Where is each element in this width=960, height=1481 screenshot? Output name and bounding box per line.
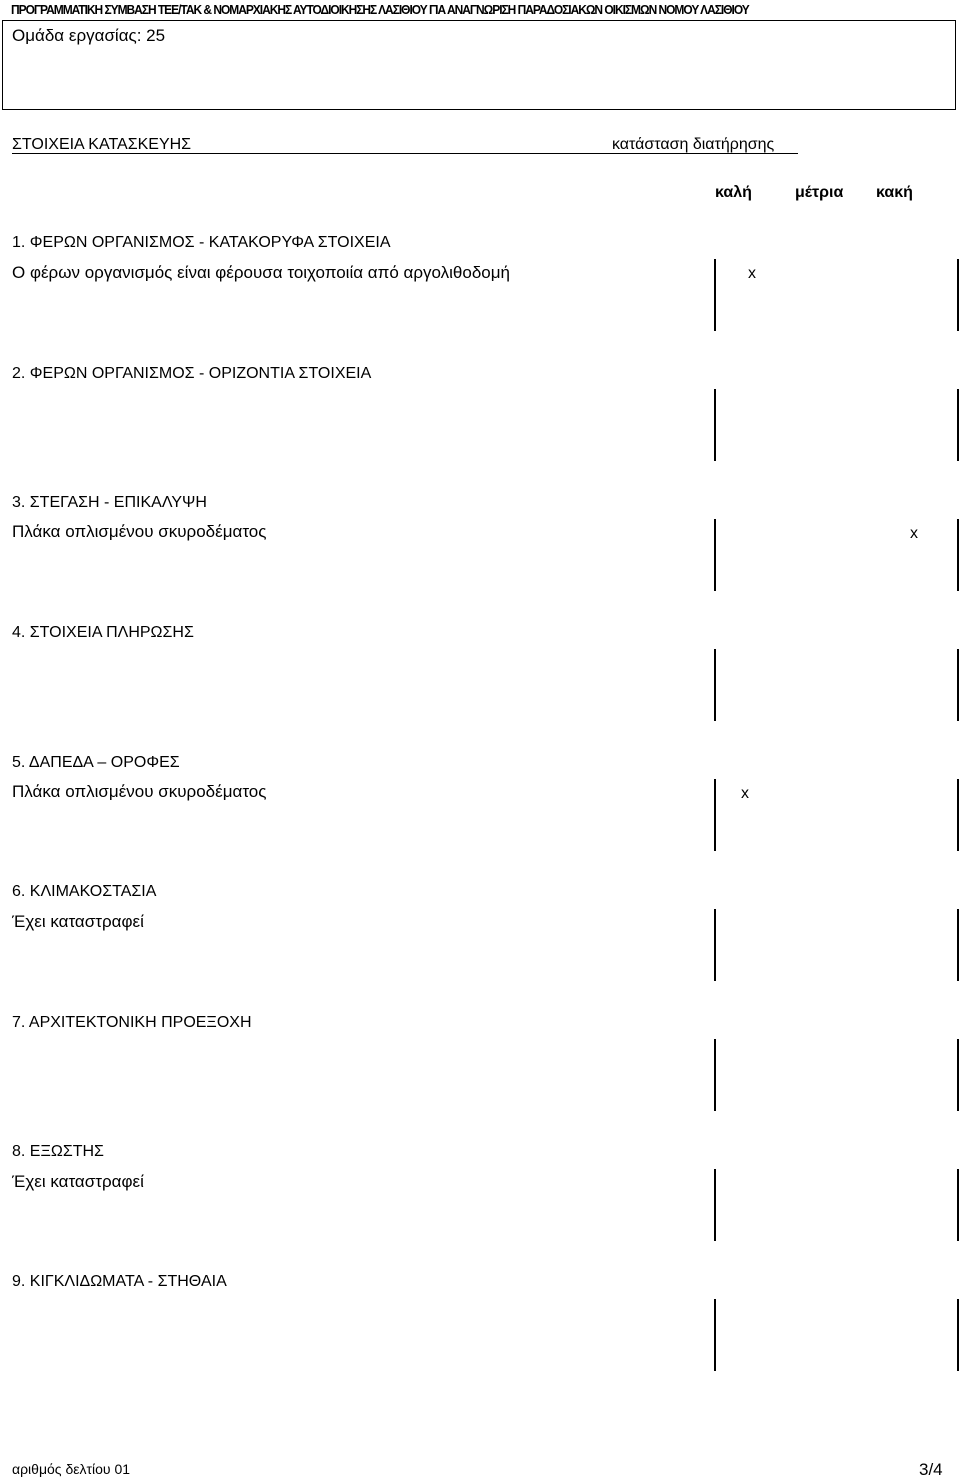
item-title: 6. ΚΛΙΜΑΚΟΣΤΑΣΙΑ bbox=[12, 883, 157, 900]
column-divider bbox=[957, 1299, 959, 1371]
column-divider bbox=[957, 389, 959, 461]
column-medium: μέτρια bbox=[795, 184, 844, 201]
item-description: Πλάκα οπλισμένου σκυροδέματος bbox=[12, 782, 267, 801]
item-description: Έχει καταστραφεί bbox=[12, 1172, 144, 1191]
column-bad: κακή bbox=[876, 184, 913, 201]
column-divider bbox=[714, 649, 716, 721]
column-divider bbox=[957, 649, 959, 721]
column-divider bbox=[714, 519, 716, 591]
column-divider bbox=[957, 779, 959, 851]
column-divider bbox=[714, 259, 716, 331]
column-divider bbox=[714, 1169, 716, 1241]
column-divider bbox=[957, 259, 959, 331]
item-mark: x bbox=[748, 265, 756, 282]
section-title: ΣΤΟΙΧΕΙΑ ΚΑΤΑΣΚΕΥΗΣ bbox=[12, 136, 192, 153]
work-group-label: Ομάδα εργασίας: 25 bbox=[12, 26, 166, 45]
item-title: 8. ΕΞΩΣΤΗΣ bbox=[12, 1143, 104, 1160]
item-description: Έχει καταστραφεί bbox=[12, 912, 144, 931]
column-divider bbox=[714, 389, 716, 461]
column-good: καλή bbox=[715, 184, 752, 201]
column-divider bbox=[957, 1169, 959, 1241]
state-title: κατάσταση διατήρησης bbox=[612, 136, 775, 153]
page-number: 3/4 bbox=[919, 1460, 943, 1479]
item-description: Ο φέρων οργανισμός είναι φέρουσα τοιχοποιία από αργολιθοδομή bbox=[12, 263, 511, 282]
column-divider bbox=[957, 1039, 959, 1111]
item-title: 1. ΦΕΡΩΝ ΟΡΓΑΝΙΣΜΟΣ - ΚΑΤΑΚΟΡΥΦΑ ΣΤΟΙΧΕΙΑ bbox=[12, 234, 391, 251]
column-divider bbox=[714, 779, 716, 851]
item-title: 5. ΔΑΠΕΔΑ – ΟΡΟΦΕΣ bbox=[12, 754, 180, 771]
item-mark: x bbox=[910, 525, 918, 542]
item-title: 7. ΑΡΧΙΤΕΚΤΟΝΙΚΗ ΠΡΟΕΞΟΧΗ bbox=[12, 1014, 252, 1031]
item-title: 9. ΚΙΓΚΛΙΔΩΜΑΤΑ - ΣΤΗΘΑΙΑ bbox=[12, 1273, 227, 1290]
sheet-number: αριθμός δελτίου 01 bbox=[12, 1461, 131, 1477]
header-title: ΠΡΟΓΡΑΜΜΑΤΙΚΗ ΣΥΜΒΑΣΗ ΤΕΕ/ΤΑΚ & ΝΟΜΑΡΧΙΑΚΗΣ ΑΥΤΟΔΙΟΙΚΗΣΗΣ ΛΑΣΙΘΙΟΥ ΓΙΑ ΑΝΑΓΝΩΡΙΣΗ ΠΑΡΑΔΟΣΙΑΚΩΝ ΟΙΚΙΣΜΩΝ ΝΟΜΟΥ ΛΑΣΙΘΙΟΥ bbox=[11, 2, 749, 17]
item-description: Πλάκα οπλισμένου σκυροδέματος bbox=[12, 522, 267, 541]
item-mark: x bbox=[741, 785, 749, 802]
column-divider bbox=[714, 909, 716, 981]
item-title: 4. ΣΤΟΙΧΕΙΑ ΠΛΗΡΩΣΗΣ bbox=[12, 624, 194, 641]
item-title: 3. ΣΤΕΓΑΣΗ - ΕΠΙΚΑΛΥΨΗ bbox=[12, 494, 207, 511]
column-divider bbox=[957, 519, 959, 591]
column-divider bbox=[714, 1299, 716, 1371]
column-divider bbox=[957, 909, 959, 981]
item-title: 2. ΦΕΡΩΝ ΟΡΓΑΝΙΣΜΟΣ - ΟΡΙΖΟΝΤΙΑ ΣΤΟΙΧΕΙΑ bbox=[12, 365, 372, 382]
column-divider bbox=[714, 1039, 716, 1111]
